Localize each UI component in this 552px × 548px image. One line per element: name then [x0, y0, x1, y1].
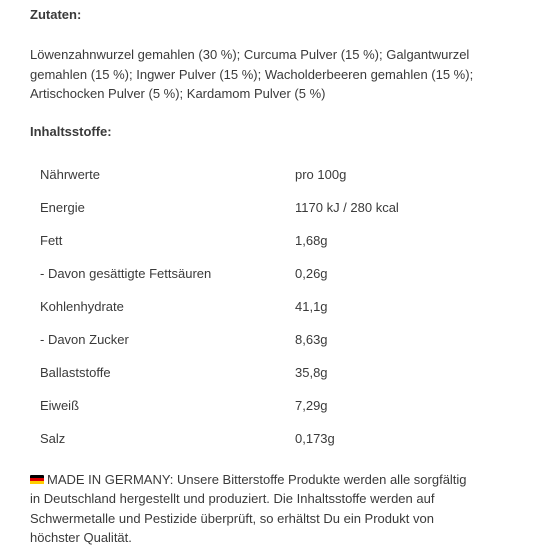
made-in-germany-note: [30, 470, 480, 548]
table-row: [30, 225, 522, 258]
nutrient-label: Nährwerte: [40, 167, 100, 183]
made-in-germany-text: MADE IN GERMANY: Unsere Bitterstoffe Produkte werden alle sorgfältig in Deutschland hergestellt und produziert. Die Inhaltsstoffe werden auf Schwermetalle und Pestizide überprüft, so erhältst Du ein Produkt von höchster Qualität.: [30, 471, 467, 545]
nutrient-value: 7,29g: [295, 398, 328, 414]
nutrient-label: Fett: [40, 233, 63, 249]
nutrient-label: Kohlenhydrate: [40, 299, 124, 315]
nutrient-label: Energie: [40, 200, 85, 216]
table-row: [30, 324, 522, 357]
ingredients-text: Löwenzahnwurzel gemahlen (30 %); Curcuma Pulver (15 %); Galgantwurzel gemahlen (15 %); Ingwer Pulver (15 %); Wacholderbeeren gemahlen (15 %); Artischocken Pulver (5 %); Kardamom Pulver (5 %): [30, 47, 474, 101]
nutrient-label: Salz: [40, 431, 66, 447]
nutrient-value: pro 100g: [295, 167, 347, 183]
table-row: [30, 390, 522, 423]
flag-stripe-gold: [30, 481, 44, 484]
ingredients-title: Zutaten:: [30, 7, 82, 22]
nutrient-label: - Davon gesättigte Fettsäuren: [40, 266, 212, 282]
table-row: [30, 258, 522, 291]
nutrient-value: 1170 kJ / 280 kcal: [295, 200, 399, 216]
nutrient-value: 1,68g: [295, 233, 328, 249]
table-row: [30, 423, 522, 456]
table-row: [30, 192, 522, 225]
nutrition-title: Inhaltsstoffe:: [30, 123, 112, 139]
nutrient-label: Ballaststoffe: [40, 365, 111, 381]
german-flag-icon: [30, 475, 44, 485]
nutrient-value: 35,8g: [295, 365, 328, 381]
nutrient-label: Eiweiß: [40, 398, 80, 414]
nutrient-value: 41,1g: [295, 299, 328, 315]
nutrition-table: [30, 159, 522, 456]
table-row: [30, 159, 522, 192]
nutrient-label: - Davon Zucker: [40, 332, 129, 348]
nutrient-value: 8,63g: [295, 332, 328, 348]
table-row: [30, 291, 522, 324]
nutrient-value: 0,173g: [295, 431, 335, 447]
table-row: [30, 357, 522, 390]
nutrient-value: 0,26g: [295, 266, 328, 282]
